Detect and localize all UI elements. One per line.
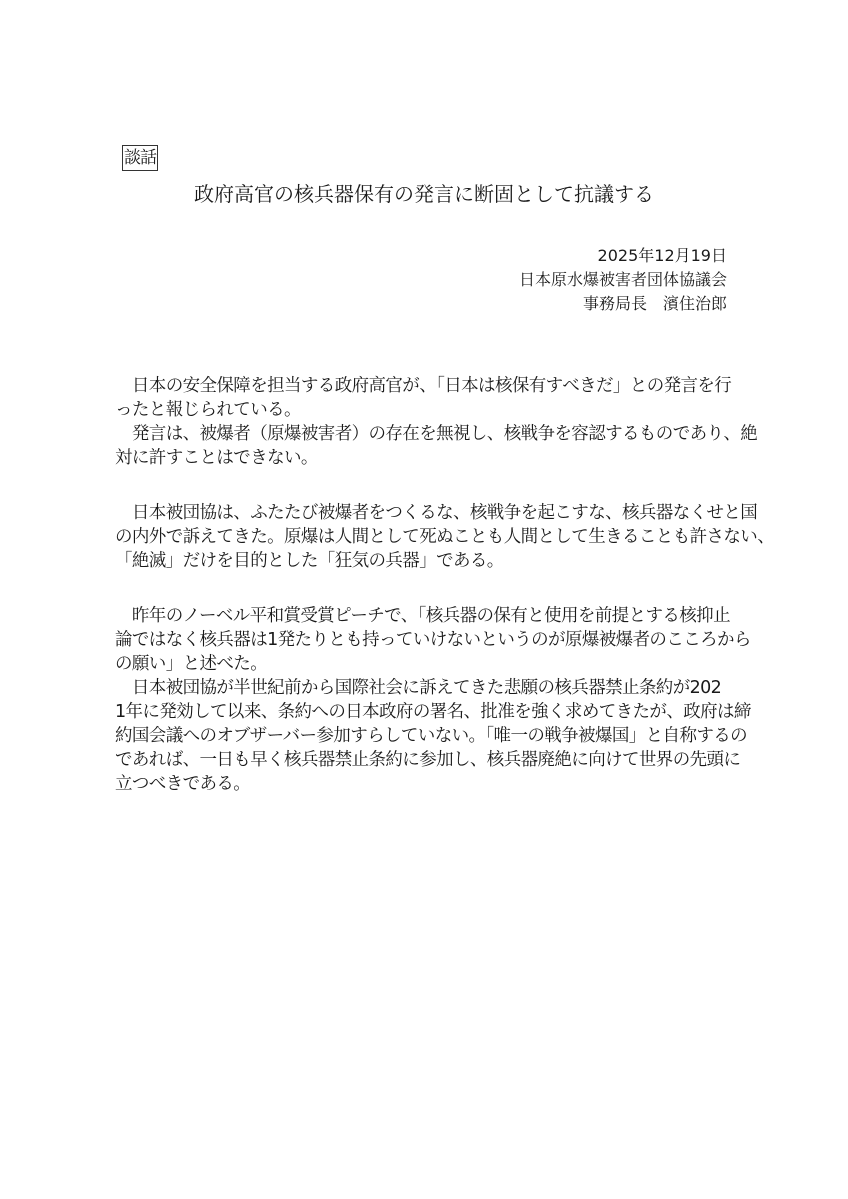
document-body [115,374,775,796]
document-date: 2025年12月19日 [597,246,727,265]
paragraph-line: の願い」と述べた。 [115,654,268,674]
paragraph-line: の内外で訴えてきた。原爆は人間として死ぬことも人間として生きることも許さない、 [115,527,775,547]
paragraph-line: 「絶滅」だけを目的とした「狂気の兵器」である。 [115,551,504,571]
paragraph-3 [115,501,775,573]
document-signatory: 事務局長 濱住治郎 [582,294,727,313]
paragraph-line: 約国会議へのオブザーバー参加すらしていない。「唯一の戦争被爆国」と自称するの [115,726,748,746]
document-meta [519,244,727,316]
paragraph-line: 日本被団協が半世紀前から国際社会に訴えてきた悲願の核兵器禁止条約が202 [115,678,722,698]
statement-tag: 談話 [122,145,158,171]
paragraph-line: 対に許すことはできない。 [115,448,318,468]
paragraph-line: 論ではなく核兵器は1発たりとも持っていけないというのが原爆被爆者のこころから [115,630,751,650]
paragraph-line: ったと報じられている。 [115,400,301,420]
paragraph-1 [115,374,735,422]
paragraph-5 [115,676,751,796]
document-title: 政府高官の核兵器保有の発言に断固として抗議する [194,182,654,206]
paragraph-line: 立つべきである。 [115,774,251,794]
paragraph-line: 日本の安全保障を担当する政府高官が、「日本は核保有すべきだ」との発言を行 [115,376,732,396]
paragraph-line: 1年に発効して以来、条約への日本政府の署名、批准を強く求めてきたが、政府は締 [115,702,751,722]
paragraph-2 [115,422,758,470]
paragraph-line: 発言は、被爆者（原爆被害者）の存在を無視し、核戦争を容認するものであり、絶 [115,424,758,444]
document-organization: 日本原水爆被害者団体協議会 [518,270,727,289]
paragraph-line: 昨年のノーベル平和賞受賞ピーチで、「核兵器の保有と使用を前提とする核抑止 [115,606,730,626]
paragraph-line: 日本被団協は、ふたたび被爆者をつくるな、核戦争を起こすな、核兵器なくせと国 [115,503,758,523]
paragraph-gap [115,470,735,501]
paragraph-4 [115,604,751,676]
paragraph-line: であれば、一日も早く核兵器禁止条約に参加し、核兵器廃絶に向けて世界の先頭に [115,750,741,770]
paragraph-gap [115,573,735,604]
